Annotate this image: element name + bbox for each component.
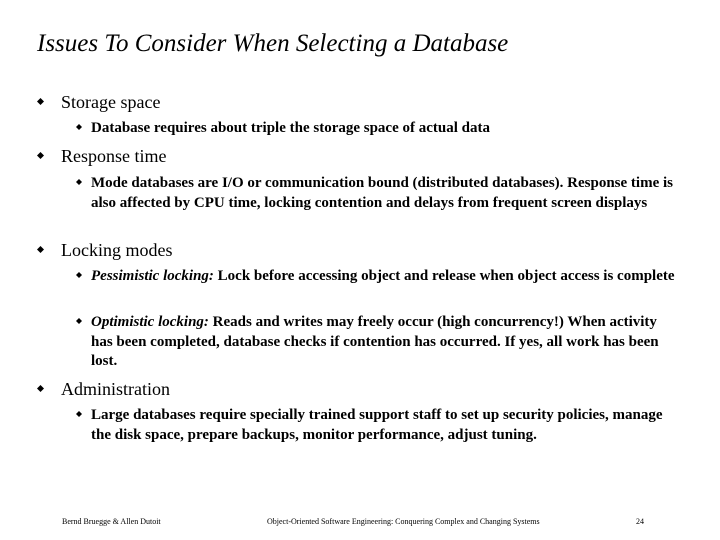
term-optimistic-locking: Optimistic locking: — [91, 314, 209, 330]
diamond-bullet-icon — [37, 152, 44, 159]
diamond-bullet-icon — [37, 98, 44, 105]
pessimistic-locking-description: Lock before accessing object and release when object access is complete — [213, 268, 675, 284]
small-diamond-bullet-icon — [76, 124, 82, 130]
footer-authors: Bernd Bruegge & Allen Dutoit — [62, 517, 161, 526]
bullet-heading: Response time — [61, 146, 167, 166]
footer-page-number: 24 — [636, 517, 644, 526]
sub-bullet-text — [91, 267, 676, 287]
diamond-bullet-icon — [37, 246, 44, 253]
sub-bullet-text: Database requires about triple the storage space of actual data — [91, 120, 490, 136]
bullet-heading: Locking modes — [61, 240, 173, 260]
sub-bullet-text — [91, 313, 676, 372]
sub-bullet — [76, 174, 676, 213]
sub-bullet — [76, 267, 676, 287]
bullet-heading: Storage space — [61, 92, 161, 112]
sub-bullet-text: Large databases require specially trained support staff to set up security policies, manage the disk space, prepare backups, monitor performance, adjust tuning. — [91, 407, 663, 443]
small-diamond-bullet-icon — [76, 272, 82, 278]
bullet-heading: Administration — [61, 379, 170, 399]
slide-title: Issues To Consider When Selecting a Database — [37, 30, 509, 57]
footer-book-title: Object-Oriented Software Engineering: Conquering Complex and Changing Systems — [267, 517, 540, 526]
sub-bullet — [76, 313, 676, 372]
sub-bullet — [76, 119, 676, 139]
diamond-bullet-icon — [37, 385, 44, 392]
small-diamond-bullet-icon — [76, 179, 82, 185]
small-diamond-bullet-icon — [76, 318, 82, 324]
optimistic-locking-description: Reads and writes may freely occur (high concurrency!) When activity has been completed, database checks if contention has occurred. If yes, all work has been lost. — [91, 314, 659, 369]
small-diamond-bullet-icon — [76, 411, 82, 417]
term-pessimistic-locking: Pessimistic locking: — [91, 268, 214, 284]
sub-bullet-text: Mode databases are I/O or communication bound (distributed databases). Response time is also affected by CPU time, locking contention and delays from frequent screen displays — [91, 175, 673, 211]
sub-bullet — [76, 406, 676, 445]
